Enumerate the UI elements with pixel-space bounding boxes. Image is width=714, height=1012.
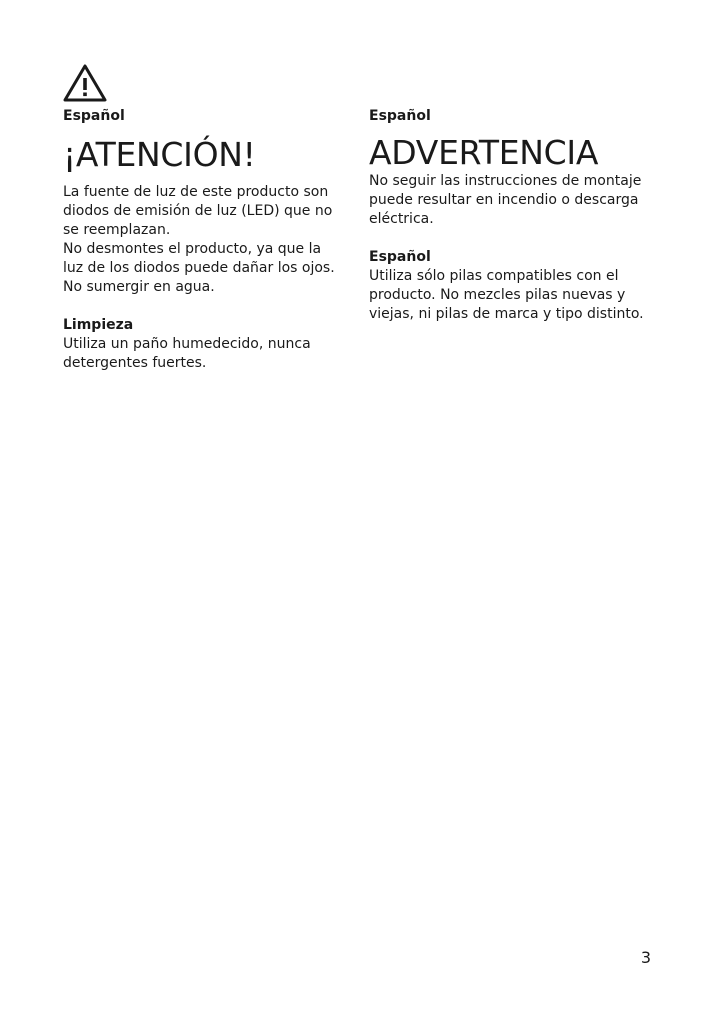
left-column [63,107,353,373]
right-column [369,107,659,324]
language-label-2: Español [369,249,431,265]
page-number: 3 [640,948,651,967]
language-label: Español [63,108,125,124]
battery-text: Utiliza sólo pilas compatibles con el producto. No mezcles pilas nuevas y viejas, ni pilas de marca y tipo distinto. [369,268,644,322]
language-label: Español [369,108,431,124]
spacer [369,229,659,248]
warning-triangle-icon [62,63,108,103]
cleaning-title: Limpieza [63,317,134,333]
cleaning-text: Utiliza un paño humedecido, nunca detergentes fuertes. [63,336,311,371]
safety-text: La fuente de luz de este producto son diodos de emisión de luz (LED) que no se reemplazan. No desmontes el producto, ya que la luz de los diodos puede dañar los ojos. No sumergir en agua. [63,184,335,295]
warning-heading: ADVERTENCIA [369,133,599,172]
attention-heading: ¡ATENCIÓN! [63,135,256,174]
spacer [63,297,353,316]
assembly-warning-text: No seguir las instrucciones de montaje puede resultar en incendio o descarga eléctrica. [369,173,642,227]
